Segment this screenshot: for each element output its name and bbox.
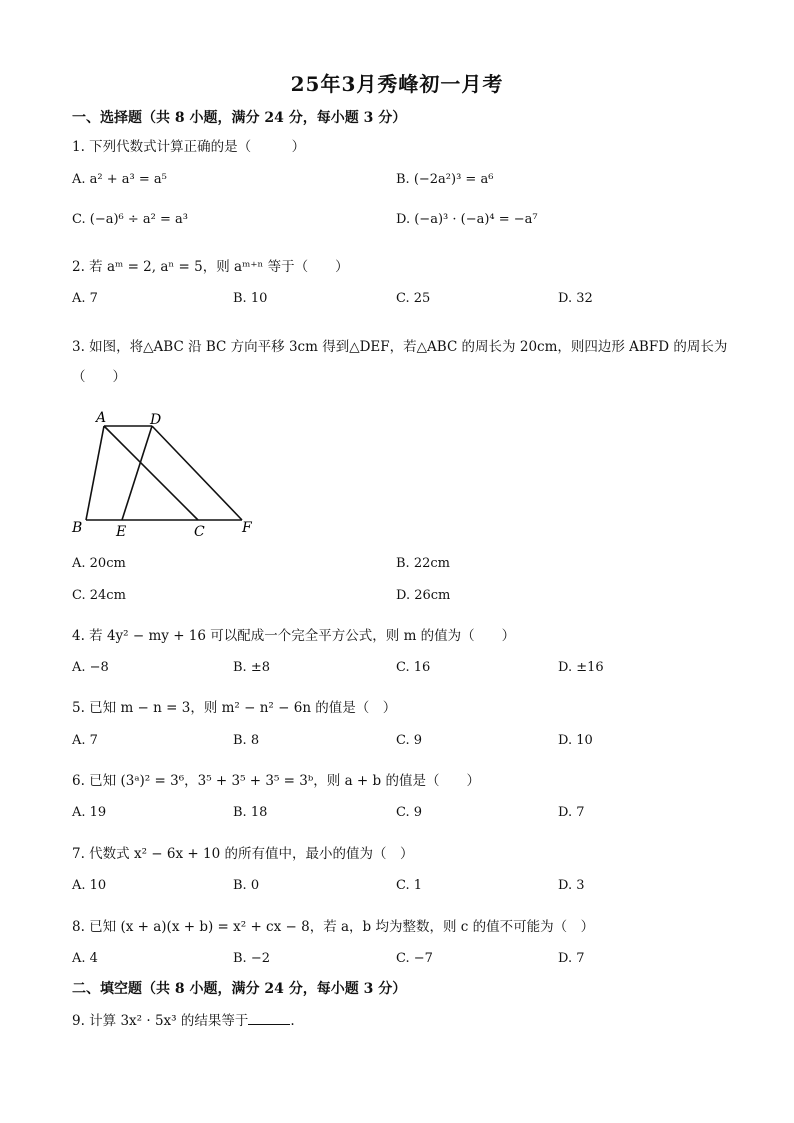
point-label-b: B: [72, 520, 83, 536]
question-5-option-d[interactable]: D. 10: [558, 733, 593, 748]
question-7-option-b[interactable]: B. 0: [233, 878, 260, 893]
segment-ab: [86, 426, 104, 520]
question-2-option-d[interactable]: D. 32: [558, 291, 593, 306]
point-label-e: E: [116, 524, 127, 540]
point-label-d: D: [150, 412, 162, 428]
question-2-option-b[interactable]: B. 10: [233, 291, 268, 306]
question-6-option-d[interactable]: D. 7: [558, 805, 585, 820]
question-8-option-a[interactable]: A. 4: [72, 951, 98, 966]
segment-df: [152, 426, 242, 520]
question-3-stem: 3. 如图，将△ABC 沿 BC 方向平移 3cm 得到△DEF，若△ABC 的周长为 20cm，则四边形 ABFD 的周长为: [72, 339, 728, 355]
question-1-option-c[interactable]: C. (−a)⁶ ÷ a² = a³: [72, 212, 188, 227]
question-4-option-b[interactable]: B. ±8: [233, 660, 270, 675]
question-3-option-c[interactable]: C. 24cm: [72, 588, 126, 603]
question-7-stem: 7. 代数式 x² − 6x + 10 的所有值中，最小的值为（ ）: [72, 846, 414, 862]
question-1-stem: 1. 下列代数式计算正确的是（ ）: [72, 139, 306, 155]
answer-blank[interactable]: [248, 1012, 290, 1025]
question-7-option-a[interactable]: A. 10: [72, 878, 107, 893]
question-3-stem-cont: （ ）: [72, 369, 126, 385]
segment-de: [122, 426, 152, 520]
question-6-option-b[interactable]: B. 18: [233, 805, 268, 820]
question-5-option-b[interactable]: B. 8: [233, 733, 260, 748]
question-3-figure: [66, 405, 266, 545]
question-5-option-c[interactable]: C. 9: [396, 733, 423, 748]
question-1-option-a[interactable]: A. a² + a³ = a⁵: [72, 172, 167, 187]
segment-ac: [104, 426, 198, 520]
question-9-end: .: [290, 1013, 295, 1029]
question-4-option-a[interactable]: A. −8: [72, 660, 109, 675]
question-7-option-c[interactable]: C. 1: [396, 878, 423, 893]
question-1-option-d[interactable]: D. (−a)³ · (−a)⁴ = −a⁷: [396, 212, 538, 227]
question-8-option-c[interactable]: C. −7: [396, 951, 433, 966]
question-2-option-a[interactable]: A. 7: [72, 291, 98, 306]
page-title: 25年3月秀峰初一月考: [290, 72, 504, 96]
question-3-option-d[interactable]: D. 26cm: [396, 588, 451, 603]
question-4-stem: 4. 若 4y² − my + 16 可以配成一个完全平方公式，则 m 的值为（ ）: [72, 628, 516, 644]
point-label-c: C: [194, 524, 205, 540]
question-5-option-a[interactable]: A. 7: [72, 733, 98, 748]
question-6-option-a[interactable]: A. 19: [72, 805, 107, 820]
question-5-stem: 5. 已知 m − n = 3，则 m² − n² − 6n 的值是（ ）: [72, 700, 397, 716]
question-4-option-d[interactable]: D. ±16: [558, 660, 604, 675]
question-6-option-c[interactable]: C. 9: [396, 805, 423, 820]
question-2-stem: 2. 若 aᵐ = 2, aⁿ = 5，则 aᵐ⁺ⁿ 等于（ ）: [72, 259, 349, 275]
point-label-f: F: [242, 520, 252, 536]
question-6-stem: 6. 已知 (3ᵃ)² = 3⁶，3⁵ + 3⁵ + 3⁵ = 3ᵇ，则 a + b 的值是（ ）: [72, 773, 480, 789]
question-4-option-c[interactable]: C. 16: [396, 660, 431, 675]
question-8-stem: 8. 已知 (x + a)(x + b) = x² + cx − 8，若 a，b 均为整数，则 c 的值不可能为（ ）: [72, 919, 595, 935]
question-7-option-d[interactable]: D. 3: [558, 878, 585, 893]
point-label-a: A: [96, 410, 107, 426]
section-heading-fill: 二、填空题（共 8 小题，满分 24 分，每小题 3 分）: [72, 981, 407, 997]
question-2-option-c[interactable]: C. 25: [396, 291, 431, 306]
question-8-option-b[interactable]: B. −2: [233, 951, 270, 966]
question-3-option-b[interactable]: B. 22cm: [396, 556, 450, 571]
section-heading-choice: 一、选择题（共 8 小题，满分 24 分，每小题 3 分）: [72, 110, 407, 126]
question-8-option-d[interactable]: D. 7: [558, 951, 585, 966]
question-9: [72, 1009, 295, 1029]
question-1-option-b[interactable]: B. (−2a²)³ = a⁶: [396, 172, 494, 187]
question-3-option-a[interactable]: A. 20cm: [72, 556, 126, 571]
question-9-stem: 9. 计算 3x² · 5x³ 的结果等于: [72, 1013, 249, 1029]
